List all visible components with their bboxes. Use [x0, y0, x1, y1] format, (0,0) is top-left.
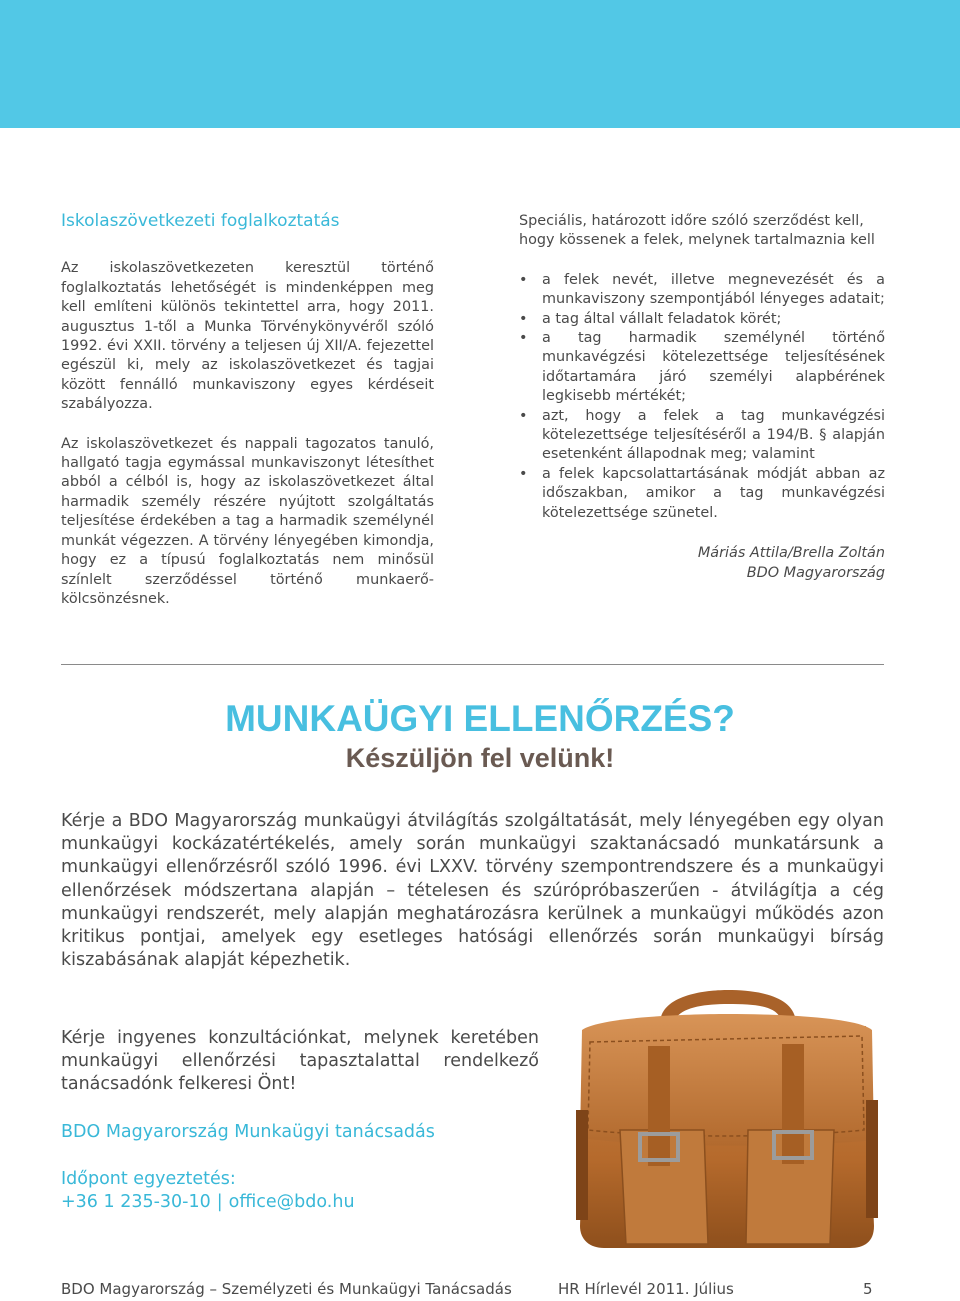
- list-item: • azt, hogy a felek a tag munkavégzési kötelezettsége teljesítéséről a 194/B. § alapján esetenként állapodnak meg; valamint: [519, 407, 885, 463]
- bullet-icon: •: [519, 271, 528, 288]
- bullet-icon: •: [519, 330, 528, 347]
- footer-issue: HR Hírlevél 2011. Július: [558, 1280, 734, 1298]
- right-intro: Speciális, határozott időre szóló szerződést kell, hogy kössenek a felek, melynek tartalmaznia kell: [519, 213, 875, 249]
- signature-company: BDO Magyarország: [746, 565, 885, 582]
- contact-line: [61, 1190, 355, 1214]
- ad-headline: MUNKAÜGYI ELLENŐRZÉS?: [225, 698, 735, 739]
- bullet-icon: •: [519, 407, 528, 424]
- phone-number[interactable]: +36 1 235-30-10: [61, 1192, 211, 1212]
- bullet-icon: •: [519, 465, 528, 482]
- ad-invite: Kérje ingyenes konzultációnkat, melynek keretében munkaügyi ellenőrzési tapasztalattal rendelkező tanácsadónk felkeresi Önt!: [61, 1028, 539, 1095]
- signature-authors: Máriás Attila/Brella Zoltán: [697, 545, 885, 562]
- bullet-icon: •: [519, 310, 528, 327]
- left-paragraph-2: Az iskolaszövetkezet és nappali tagozatos tanuló, hallgató tagja egymással munkaviszonyt létesíthet abból a célból is, hogy az iskolaszövetkezet által harmadik személy részére nyújtott szolgáltatás teljesítése érdekében a tag a harmadik személynél munkát végezzen. A törvény lényegében kimondja, hogy ez a típusú foglalkoztatás nem minősül színlelt szerződéssel történő munkaerő-kölcsönzésnek.: [61, 435, 434, 607]
- list-item: • a felek nevét, illetve megnevezését és a munkaviszony szempontjából lényeges adatait;: [519, 271, 885, 308]
- page-number: 5: [863, 1280, 873, 1298]
- list-item: • a tag által vállalt feladatok körét;: [519, 310, 885, 329]
- list-item: • a tag harmadik személynél történő munkavégzési kötelezettsége teljesítésének időtartamára járó személyi alapbérének legkisebb mértékét;: [519, 330, 885, 405]
- email-link[interactable]: office@bdo.hu: [228, 1192, 355, 1212]
- section-title: Iskolaszövetkezeti foglalkoztatás: [61, 211, 340, 231]
- appointment-label: Időpont egyeztetés:: [61, 1169, 236, 1189]
- ad-body: Kérje a BDO Magyarország munkaügyi átvilágítás szolgáltatását, mely lényegében egy olyan munkaügyi kockázatértékelés, amely során munkaügyi szaktanácsadó munkatársunk a munkaügyi ellenőrzésről szóló 1996. évi LXXV. törvény szempontrendszere és a munkaügyi ellenőrzések módszertana alapján – tételesen és szúrópróbaszerűen - átvilágítja a cég munkaügyi rendszerét, mely alapján meghatározásra kerülnek a munkaügyi működés azon kritikus pontjai, amelyek egy esetleges hatósági ellenőrzés során munkaügyi bírság kiszabásának alapját képezhetik.: [61, 811, 884, 971]
- contact-separator: |: [216, 1192, 223, 1212]
- list-item: • a felek kapcsolattartásának módját abban az időszakban, amikor a tag munkavégzési kötelezettsége szünetel.: [519, 465, 885, 521]
- footer-publisher: BDO Magyarország – Személyzeti és Munkaügyi Tanácsadás: [61, 1280, 512, 1298]
- left-column: [61, 212, 434, 629]
- ad-subheadline: Készüljön fel velünk!: [345, 743, 615, 773]
- contact-title: BDO Magyarország Munkaügyi tanácsadás: [61, 1122, 435, 1142]
- right-column: [519, 212, 885, 583]
- left-paragraph-1: Az iskolaszövetkezeten keresztül történő foglalkoztatás lehetőségét is mindenképpen meg kell említeni különös tekintettel arra, hogy 2011. augusztus 1-től a Munka Törvénykönyvéről szóló 1992. évi XXII. törvény a teljesen új XII/A. fejezettel egészül ki, mely az iskolaszövetkezet és tagjai között fennálló munkaviszony egyes kérdéseit szabályozza.: [61, 260, 434, 413]
- section-divider: [61, 664, 884, 665]
- requirements-list: [519, 271, 885, 523]
- header-color-band: [0, 0, 960, 128]
- signature: [519, 543, 885, 583]
- leather-bag-image: [568, 990, 884, 1252]
